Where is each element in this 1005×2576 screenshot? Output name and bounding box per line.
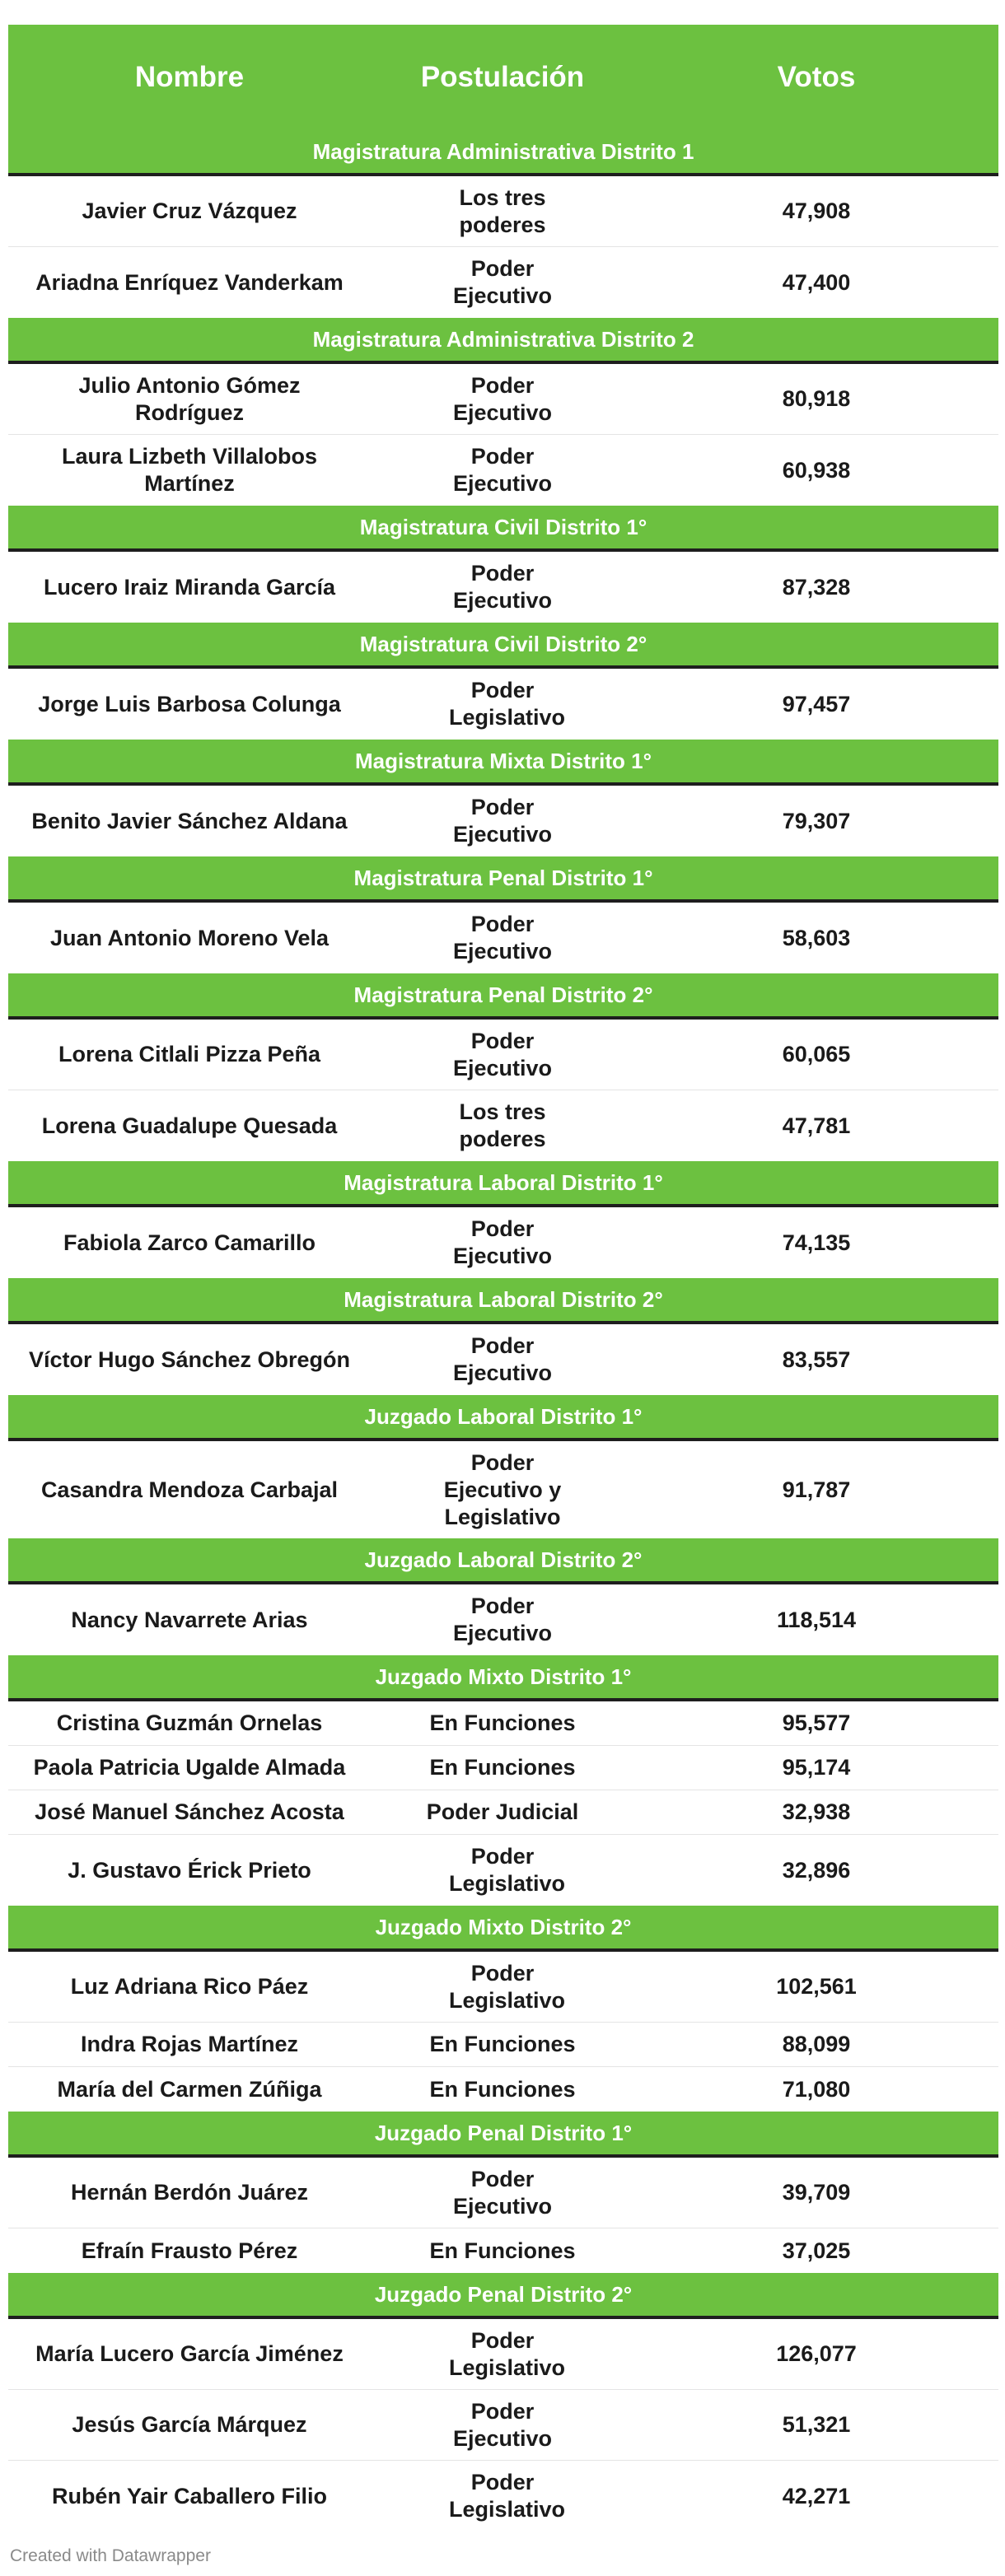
cell-votos: 95,174 <box>782 1755 851 1780</box>
cell-nombre: Luz Adriana Rico Páez <box>70 1974 309 1999</box>
group-band: Magistratura Administrativa Distrito 1 <box>8 130 998 176</box>
cell-postulacion: Poder Ejecutivo <box>452 256 553 308</box>
table-row <box>8 2228 998 2273</box>
cell-votos: 118,514 <box>776 1607 857 1632</box>
table-body <box>8 130 998 2532</box>
cell-nombre: Rubén Yair Caballero Filio <box>51 2483 328 2508</box>
cell-nombre: Cristina Guzmán Ornelas <box>56 1710 323 1735</box>
cell-votos: 47,400 <box>782 269 851 295</box>
cell-nombre: Jorge Luis Barbosa Colunga <box>38 691 341 716</box>
table-header <box>8 25 998 130</box>
table-row <box>8 1952 998 2023</box>
table-row <box>8 1207 998 1278</box>
table-row <box>8 1835 998 1906</box>
cell-postulacion: Poder Ejecutivo <box>452 2398 553 2451</box>
cell-nombre: J. Gustavo Érick Prieto <box>68 1857 311 1883</box>
cell-votos: 47,781 <box>782 1113 851 1138</box>
cell-votos: 42,271 <box>782 2483 851 2508</box>
cell-votos: 37,025 <box>782 2238 851 2263</box>
cell-postulacion: En Funciones <box>429 2238 576 2263</box>
cell-votos: 71,080 <box>782 2076 851 2102</box>
cell-postulacion: Poder Ejecutivo <box>452 795 553 847</box>
cell-nombre: Casandra Mendoza Carbajal <box>40 1477 339 1502</box>
cell-votos: 97,457 <box>782 691 851 716</box>
cell-votos: 32,938 <box>782 1799 851 1824</box>
cell-nombre: Lorena Citlali Pizza Peña <box>58 1042 321 1066</box>
table-row <box>8 435 998 506</box>
group-band: Magistratura Penal Distrito 1° <box>8 856 998 903</box>
cell-nombre: Julio Antonio Gómez Rodríguez <box>78 372 301 425</box>
cell-nombre: Hernán Berdón Juárez <box>70 2180 309 2205</box>
cell-votos: 126,077 <box>776 2341 857 2366</box>
cell-nombre: Javier Cruz Vázquez <box>82 198 297 223</box>
table-row <box>8 2390 998 2461</box>
cell-postulacion: Poder Ejecutivo <box>452 1028 553 1080</box>
group-band: Juzgado Mixto Distrito 1° <box>8 1655 998 1701</box>
group-band: Juzgado Penal Distrito 2° <box>8 2273 998 2319</box>
cell-nombre: Fabiola Zarco Camarillo <box>63 1230 316 1255</box>
cell-postulacion: Poder Ejecutivo <box>452 1594 553 1645</box>
cell-nombre: Laura Lizbeth Villalobos Martínez <box>61 444 318 496</box>
cell-postulacion: Poder Legislativo <box>449 2470 566 2522</box>
cell-postulacion: Poder Ejecutivo <box>452 2166 553 2219</box>
cell-postulacion: Los tres poderes <box>459 184 546 237</box>
cell-nombre: José Manuel Sánchez Acosta <box>35 1799 344 1824</box>
group-band: Juzgado Laboral Distrito 1° <box>8 1395 998 1441</box>
group-band: Magistratura Administrativa Distrito 2 <box>8 318 998 364</box>
cell-postulacion: Poder Legislativo <box>449 1844 566 1896</box>
group-band: Magistratura Laboral Distrito 2° <box>8 1278 998 1324</box>
cell-postulacion: Poder Ejecutivo <box>452 1216 553 1268</box>
cell-nombre: Lorena Guadalupe Quesada <box>41 1113 338 1138</box>
cell-votos: 87,328 <box>782 574 851 600</box>
table-row <box>8 786 998 856</box>
results-table <box>8 25 998 2532</box>
group-band: Magistratura Mixta Distrito 1° <box>8 740 998 786</box>
cell-votos: 83,557 <box>782 1346 851 1372</box>
table-row <box>8 2461 998 2532</box>
cell-postulacion: Poder Legislativo <box>449 1960 566 2013</box>
cell-nombre: Indra Rojas Martínez <box>80 2032 299 2056</box>
cell-nombre: Efraín Frausto Pérez <box>81 2238 298 2263</box>
cell-postulacion: Poder Legislativo <box>449 2327 566 2380</box>
header-votos: Votos <box>777 61 856 93</box>
group-band: Magistratura Civil Distrito 2° <box>8 623 998 669</box>
table-row <box>8 669 998 740</box>
cell-nombre: María Lucero García Jiménez <box>35 2341 344 2366</box>
cell-votos: 58,603 <box>782 925 851 950</box>
table-row <box>8 1441 998 1538</box>
cell-votos: 39,709 <box>782 2180 851 2205</box>
table-row <box>8 1090 998 1161</box>
table-row <box>8 1584 998 1655</box>
cell-votos: 80,918 <box>782 386 851 411</box>
cell-votos: 32,896 <box>782 1857 851 1883</box>
cell-votos: 95,577 <box>782 1710 851 1735</box>
cell-nombre: Paola Patricia Ugalde Almada <box>33 1755 346 1780</box>
cell-votos: 74,135 <box>782 1230 851 1255</box>
table-row <box>8 2023 998 2067</box>
group-band: Juzgado Laboral Distrito 2° <box>8 1538 998 1584</box>
cell-postulacion: En Funciones <box>429 2076 576 2102</box>
cell-nombre: Nancy Navarrete Arias <box>71 1607 308 1632</box>
header-nombre: Nombre <box>134 61 245 93</box>
cell-postulacion: Poder Ejecutivo <box>452 1333 553 1385</box>
table-row <box>8 2158 998 2228</box>
header-postulacion: Postulación <box>420 61 585 93</box>
group-band: Magistratura Laboral Distrito 1° <box>8 1161 998 1207</box>
table-row <box>8 1324 998 1395</box>
cell-nombre: Ariadna Enríquez Vanderkam <box>35 269 344 295</box>
table-row <box>8 1746 998 1790</box>
group-band: Magistratura Civil Distrito 1° <box>8 506 998 552</box>
cell-votos: 51,321 <box>782 2412 851 2437</box>
cell-votos: 60,938 <box>782 457 851 483</box>
table-row <box>8 1701 998 1746</box>
cell-postulacion: En Funciones <box>429 2032 576 2056</box>
table-row <box>8 364 998 435</box>
cell-nombre: María del Carmen Zúñiga <box>57 2076 322 2102</box>
cell-postulacion: Poder Ejecutivo <box>452 372 553 425</box>
cell-nombre: Jesús García Márquez <box>72 2412 307 2437</box>
cell-postulacion: Poder Ejecutivo <box>452 444 553 496</box>
cell-nombre: Juan Antonio Moreno Vela <box>49 925 330 950</box>
table-row <box>8 2319 998 2390</box>
cell-postulacion: Poder Legislativo <box>449 678 566 730</box>
cell-postulacion: Poder Ejecutivo y Legislativo <box>443 1449 562 1529</box>
table-row <box>8 247 998 318</box>
group-band: Juzgado Mixto Distrito 2° <box>8 1906 998 1952</box>
cell-votos: 88,099 <box>782 2032 851 2056</box>
group-band: Magistratura Penal Distrito 2° <box>8 973 998 1020</box>
cell-votos: 102,561 <box>776 1974 857 1999</box>
cell-nombre: Benito Javier Sánchez Aldana <box>31 808 348 833</box>
cell-votos: 91,787 <box>782 1477 851 1502</box>
table-row <box>8 552 998 623</box>
cell-postulacion: En Funciones <box>429 1710 576 1735</box>
cell-postulacion: Los tres poderes <box>459 1099 546 1151</box>
cell-postulacion: Poder Judicial <box>426 1799 579 1824</box>
table-row <box>8 176 998 247</box>
table-row <box>8 1790 998 1835</box>
cell-postulacion: En Funciones <box>429 1755 576 1780</box>
group-band: Juzgado Penal Distrito 1° <box>8 2112 998 2158</box>
cell-nombre: Lucero Iraiz Miranda García <box>43 574 336 600</box>
cell-postulacion: Poder Ejecutivo <box>452 561 553 613</box>
table-row <box>8 2067 998 2112</box>
cell-votos: 60,065 <box>782 1042 851 1066</box>
table-row <box>8 903 998 973</box>
table-row <box>8 1020 998 1090</box>
cell-votos: 47,908 <box>782 198 851 223</box>
footer-credit: Created with Datawrapper <box>10 2546 211 2565</box>
cell-votos: 79,307 <box>782 808 851 833</box>
cell-nombre: Víctor Hugo Sánchez Obregón <box>28 1346 351 1372</box>
cell-postulacion: Poder Ejecutivo <box>452 912 553 964</box>
